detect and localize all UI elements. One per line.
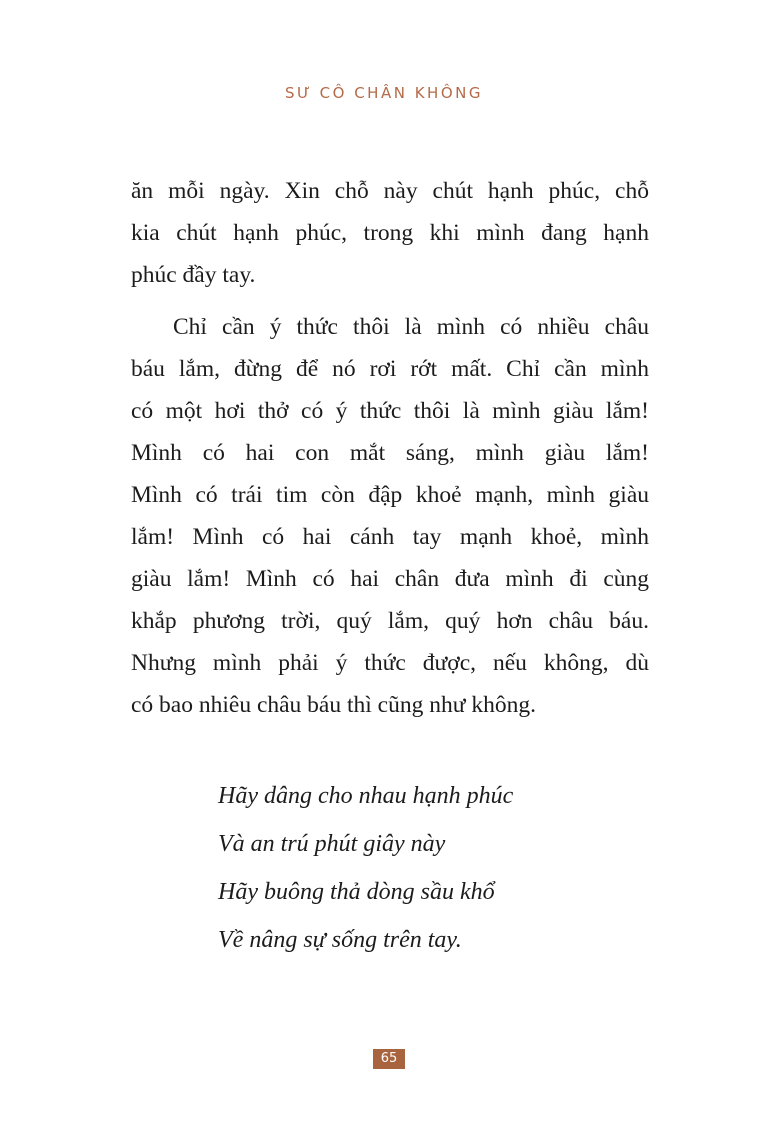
body-text xyxy=(131,170,649,736)
verse-line: Về nâng sự sống trên tay. xyxy=(218,927,462,953)
text-line: Chỉ cần ý thức thôi là mình có nhiều châu xyxy=(173,314,649,340)
text-line: giàu lắm! Mình có hai chân đưa mình đi cùng xyxy=(131,566,649,592)
text-line: lắm! Mình có hai cánh tay mạnh khoẻ, mình xyxy=(131,524,649,550)
text-line: có bao nhiêu châu báu thì cũng như không. xyxy=(131,692,536,718)
text-line: có một hơi thở có ý thức thôi là mình giàu lắm! xyxy=(131,398,649,424)
page-number-badge: 65 xyxy=(373,1049,405,1069)
text-line: khắp phương trời, quý lắm, quý hơn châu báu. xyxy=(131,608,649,634)
text-line: Mình có hai con mắt sáng, mình giàu lắm! xyxy=(131,440,649,466)
paragraph-2 xyxy=(131,306,649,726)
verse-line: Và an trú phút giây này xyxy=(218,831,446,857)
text-line: Mình có trái tim còn đập khoẻ mạnh, mình giàu xyxy=(131,482,649,508)
text-line: kia chút hạnh phúc, trong khi mình đang hạnh xyxy=(131,220,649,246)
text-line: báu lắm, đừng để nó rơi rớt mất. Chỉ cần mình xyxy=(131,356,649,382)
verse-block xyxy=(218,772,513,964)
running-header: SƯ CÔ CHÂN KHÔNG xyxy=(285,84,483,102)
verse-line: Hãy buông thả dòng sầu khổ xyxy=(218,879,495,905)
paragraph-1 xyxy=(131,170,649,296)
text-line: phúc đầy tay. xyxy=(131,262,256,288)
text-line: Nhưng mình phải ý thức được, nếu không, dù xyxy=(131,650,649,676)
text-line: ăn mỗi ngày. Xin chỗ này chút hạnh phúc, chỗ xyxy=(131,178,649,204)
verse-line: Hãy dâng cho nhau hạnh phúc xyxy=(218,783,514,809)
